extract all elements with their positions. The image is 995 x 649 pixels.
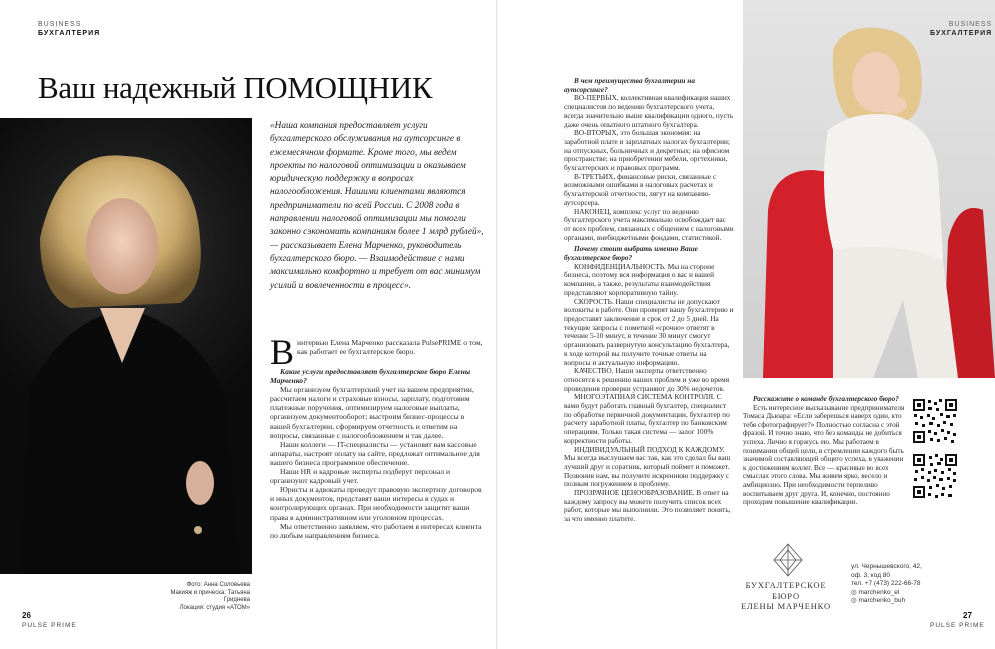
instagram-icon: ◎ bbox=[851, 588, 859, 596]
magazine-name: PULSE PRIME bbox=[22, 622, 77, 629]
social-link-1[interactable]: ◎ marchenko_el bbox=[851, 588, 900, 596]
question-heading: Расскажите о команде бухгалтерского бюро? bbox=[753, 395, 899, 403]
pull-quote: «Наша компания предоставляет услуги бухгалтерского обслуживания на аутсорсинге в ежемесячном формате. Кроме того, мы ведем проекты по налоговой оптимизации и оказываем юридическую поддержку в вопросах налогообложения. Нашими клиентами являются предприниматели по всей России. С 2008 года в направлении налоговой оптимизации мы помогли законно сэкономить компаниям более 1 млрд рублей», — рассказывает Елена Марченко, руководитель бухгалтерского бюро. — Взаимодействие с нами максимально комфортно и требует от вас минимум усилий и вовлеченности в процесс». bbox=[270, 121, 484, 291]
section-header: BUSINESS БУХГАЛТЕРИЯ bbox=[38, 21, 101, 37]
question-heading: Почему стоит выбрать именно Ваше бухгалтерское бюро? bbox=[564, 244, 698, 263]
question-heading: В чем преимущества бухгалтерии на аутсорсинге? bbox=[564, 76, 695, 94]
paragraph: ВО-ВТОРЫХ, это большая экономия: на заработной плате и зарплатных налогах бухгалтерии; на отпускных, больничных и декретных; на офисном пространстве; на приобретении мебели, оргтехники, бухгалтерских и правовых программ. bbox=[564, 128, 730, 173]
address-line: ул. Чернышевского, 42, bbox=[851, 563, 922, 570]
paragraph: Есть интересное высказывание предпринимателя Томаса Дьюара: «Если заберешься наверх один, кто тебя сфотографирует?» Полностью согласна с этой фразой. И точно знаю, что без команды не добиться успеха. Лично я горжусь ею. Мы работаем в понимании общей цели, в стремлении каждого быть значимой составляющей общего успеха, в уважении к достижениям коллег. Все — красивые во всех смыслах этого слова. Мы живем ярко, весело и амбициозно. При необходимости терпеливо воспитываем друг друга. И, конечно, постоянно проходим повышение квалификации. bbox=[743, 403, 905, 507]
left-page bbox=[0, 0, 497, 649]
qr-code-1[interactable] bbox=[912, 398, 958, 444]
instagram-icon: ◎ bbox=[851, 597, 859, 604]
brand-name: БУХГАЛТЕРСКОЕ БЮРО ЕЛЕНЫ МАРЧЕНКО bbox=[741, 580, 831, 611]
diamond-logo-icon bbox=[773, 543, 803, 577]
drop-cap: В bbox=[270, 332, 295, 372]
paragraph: Наши коллеги — IT-специалисты — установят вам кассовые аппараты, настроят оплату на сайте, предложат оптимальное для вашего бизнеса программное обеспечение. bbox=[270, 439, 480, 467]
paragraph: ИНДИВИДУАЛЬНЫЙ ПОДХОД К КАЖДОМУ. Мы всегда выслушаем вас так, как это сделал бы ваш лучший друг и соратник, который поймет и поможет. Позвонив нам, вы получите искреннюю поддержку с полным погружением в проблему. bbox=[564, 444, 731, 489]
paragraph: Мы ответственно заявляем, что работаем в интересах клиента по любым направлениям бизнеса. bbox=[270, 521, 482, 540]
paragraph: КАЧЕСТВО. Наши эксперты ответственно относятся к решению ваших проблем и уже во время проведения проверки устраняют до 30% недочетов. bbox=[564, 366, 730, 393]
qr-code-2[interactable] bbox=[912, 453, 958, 499]
paragraph: КОНФИДЕНЦИАЛЬНОСТЬ. Мы на стороне бизнеса, поэтому вся информация о вас и вашей компании, а также, результаты взаимодействия представляют корпоративную тайну. bbox=[564, 261, 715, 297]
social-link-2[interactable]: ◎ marchenko_buh bbox=[851, 597, 906, 604]
team-section bbox=[743, 392, 908, 507]
right-article-body bbox=[564, 74, 734, 524]
paragraph: Мы организуем бухгалтерский учет на вашем предприятии, рассчитаем налоги и страховые взносы, зарплату, подготовим платежные поручения, оптимизируем налоговые выплаты, организуем документооборот; выстроим бизнес-процессы в вашей бухгалтерии, сформируем отчетность и ответим на вопросы, связанные с налогообложением и так далее. bbox=[270, 385, 474, 440]
photo-credits: Фото: Анна Соловьева Макияж и прическа: Татьяна Гриднева Локация: студия «АТОМ» bbox=[170, 582, 250, 611]
portrait-photo-left bbox=[0, 118, 252, 574]
page-number: 26 bbox=[22, 611, 31, 620]
portrait-photo-right bbox=[743, 0, 995, 378]
paragraph: ВО-ПЕРВЫХ, коллективная квалификация наших специалистов по ведению бухгалтерского учета, всегда значительно выше квалификации одного, пусть даже очень опытного штатного бухгалтера. bbox=[564, 93, 734, 129]
office-line: оф. 3, код 80 bbox=[851, 571, 891, 579]
contact-info bbox=[851, 563, 971, 606]
paragraph: НАКОНЕЦ, комплекс услуг по ведению бухгалтерского учета максимально освобождает вас от всех проблем, связанных с общением с налоговыми органами, внебюджетными фондами, статистикой. bbox=[564, 206, 734, 242]
magazine-name: PULSE PRIME bbox=[930, 622, 985, 629]
right-page bbox=[498, 0, 995, 649]
intro-text: интервью Елена Марченко рассказала PulsePRIME о том, как работает ее бухгалтерское бюро. bbox=[297, 338, 483, 357]
question-heading: Какие услуги предоставляет бухгалтерское бюро Елены Марченко? bbox=[270, 367, 471, 386]
article-title: Ваш надежный ПОМОЩНИК bbox=[38, 70, 433, 105]
paragraph: Наши HR и кадровые эксперты подберут персонал и организуют кадровый учет. bbox=[270, 467, 451, 486]
paragraph: В-ТРЕТЬИХ, финансовые риски, связанные с возможными ошибками в налоговых расчетах и бухгалтерской отчетности, лягут на компанию-аутсорсера. bbox=[564, 171, 717, 207]
paragraph: Юристы и адвокаты проведут правовую экспертизу договоров и иных документов, представят ваши интересы в судах и контролирующих органах. При необходимости защитят ваши права в административном или уголовном процессах. bbox=[270, 485, 482, 522]
left-article-body bbox=[270, 332, 485, 540]
phone-link[interactable]: тел. +7 (473) 222-66-78 bbox=[851, 580, 921, 587]
section-header: BUSINESS БУХГАЛТЕРИЯ bbox=[930, 21, 993, 37]
page-number: 27 bbox=[963, 611, 972, 620]
paragraph: СКОРОСТЬ. Наши специалисты не допускают волокиты в работе. Они проверят вашу бухгалтерию и предоставят заключение в срок от 2 до 5 дней. На текущие запросы с пометкой «срочно» ответят в течение 5-10 минут, в течение 30 минут смогут организовать развернутую консультацию бухгалтера, в ходе которой вы получите точные ответы на вопросы и актуальную информацию. bbox=[564, 296, 734, 367]
paragraph: ПРОЗРАЧНОЕ ЦЕНООБРАЗОВАНИЕ. В ответ на каждому запросу вы можете получить список всех работ, которые мы выполнили. Это позволяет понять, за что именно платите. bbox=[564, 488, 731, 524]
paragraph: МНОГОЭТАПНАЯ СИСТЕМА КОНТРОЛЯ. С вами будут работать главный бухгалтер, специалист по обработке первичной документации, бухгалтер по расчету заработной платы, бухгалтер по банковским операциям. Только такая система — залог 100% корректности работы. bbox=[564, 392, 730, 445]
